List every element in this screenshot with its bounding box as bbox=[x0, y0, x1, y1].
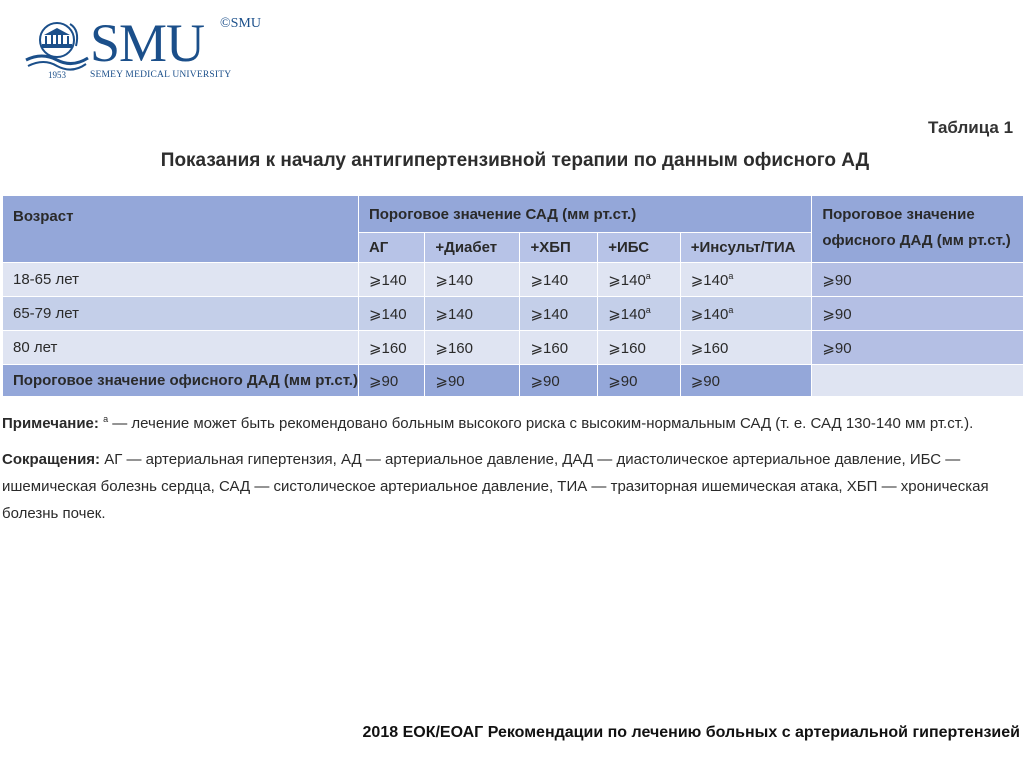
cell-value: ⩾160 bbox=[680, 331, 812, 365]
cell-value: ⩾160 bbox=[598, 331, 681, 365]
logo-year: 1953 bbox=[48, 70, 66, 80]
table-title: Показания к началу антигипертензивной терапии по данным офисного АД bbox=[160, 150, 870, 171]
cell-value: ⩾90 bbox=[598, 365, 681, 397]
indications-table bbox=[2, 195, 1024, 397]
subheader-hbp: +ХБП bbox=[520, 233, 598, 263]
table-row bbox=[3, 297, 1024, 331]
cell-value: ⩾140 bbox=[425, 263, 520, 297]
table-row bbox=[3, 263, 1024, 297]
logo-superscript: ©SMU bbox=[220, 16, 261, 31]
cell-value: ⩾140 bbox=[425, 297, 520, 331]
cell-value: $⩾140^а$ bbox=[598, 297, 681, 331]
cell-value: ⩾90 bbox=[520, 365, 598, 397]
footer-citation: 2018 ЕОК/ЕОАГ Рекомендации по лечению больных с артериальной гипертензией bbox=[362, 724, 1020, 741]
subheader-insult: +Инсульт/ТИА bbox=[680, 233, 812, 263]
table-note bbox=[2, 414, 973, 432]
logo-wordmark: SMU bbox=[90, 13, 205, 73]
logo-subtitle: SEMEY MEDICAL UNIVERSITY bbox=[90, 70, 232, 80]
note-label: Примечание: bbox=[2, 415, 99, 432]
row-age: 18-65 лет bbox=[3, 263, 359, 297]
header-sad-group: Пороговое значение САД (мм рт.ст.) bbox=[358, 196, 811, 233]
row-age: 65-79 лет bbox=[3, 297, 359, 331]
header-dad: Пороговое значение офисного ДАД (мм рт.ст.) bbox=[812, 196, 1024, 263]
cell-value: ⩾140 bbox=[520, 297, 598, 331]
university-logo bbox=[24, 13, 261, 86]
cell-value: ⩾160 bbox=[425, 331, 520, 365]
cell-dad: ⩾90 bbox=[812, 263, 1024, 297]
cell-value: ⩾160 bbox=[358, 331, 424, 365]
note-text: — лечение может быть рекомендовано больным высокого риска с высоким-нормальным САД (т. е. САД 130-140 мм рт.ст.). bbox=[108, 415, 974, 432]
cell-value: ⩾160 bbox=[520, 331, 598, 365]
cell-dad: ⩾90 bbox=[812, 297, 1024, 331]
subheader-ibs: +ИБС bbox=[598, 233, 681, 263]
abbreviations-label: Сокращения: bbox=[2, 451, 101, 468]
cell-value: ⩾90 bbox=[358, 365, 424, 397]
row-age: 80 лет bbox=[3, 331, 359, 365]
cell-value: ⩾140 bbox=[520, 263, 598, 297]
table-row-dad-threshold bbox=[3, 365, 1024, 397]
table-number: Таблица 1 bbox=[928, 118, 1014, 137]
note-sup: а bbox=[103, 414, 109, 424]
cell-dad bbox=[812, 365, 1024, 397]
cell-value: ⩾140 bbox=[358, 297, 424, 331]
subheader-ag: АГ bbox=[358, 233, 424, 263]
cell-value: ⩾90 bbox=[680, 365, 812, 397]
cell-value: ⩾90 bbox=[425, 365, 520, 397]
row-label: Пороговое значение офисного ДАД (мм рт.ст.) bbox=[3, 365, 359, 397]
cell-value: $⩾140^а$ bbox=[598, 263, 681, 297]
cell-value: $⩾140^а$ bbox=[680, 297, 812, 331]
cell-value: $⩾140^а$ bbox=[680, 263, 812, 297]
cell-value: ⩾140 bbox=[358, 263, 424, 297]
abbreviations-text: АГ — артериальная гипертензия, АД — артериальное давление, ДАД — диастолическое артериальное давление, ИБС — ишемическая болезнь сердца, САД — систолическое артериальное давление, ТИА — тразиторная ишемическая атака, ХБП — хроническая болезнь почек. bbox=[2, 451, 989, 522]
header-age: Возраст bbox=[3, 196, 359, 263]
table-row bbox=[3, 331, 1024, 365]
cell-dad: ⩾90 bbox=[812, 331, 1024, 365]
subheader-diabet: +Диабет bbox=[425, 233, 520, 263]
abbreviations bbox=[2, 446, 1024, 527]
university-emblem-icon bbox=[24, 16, 90, 78]
